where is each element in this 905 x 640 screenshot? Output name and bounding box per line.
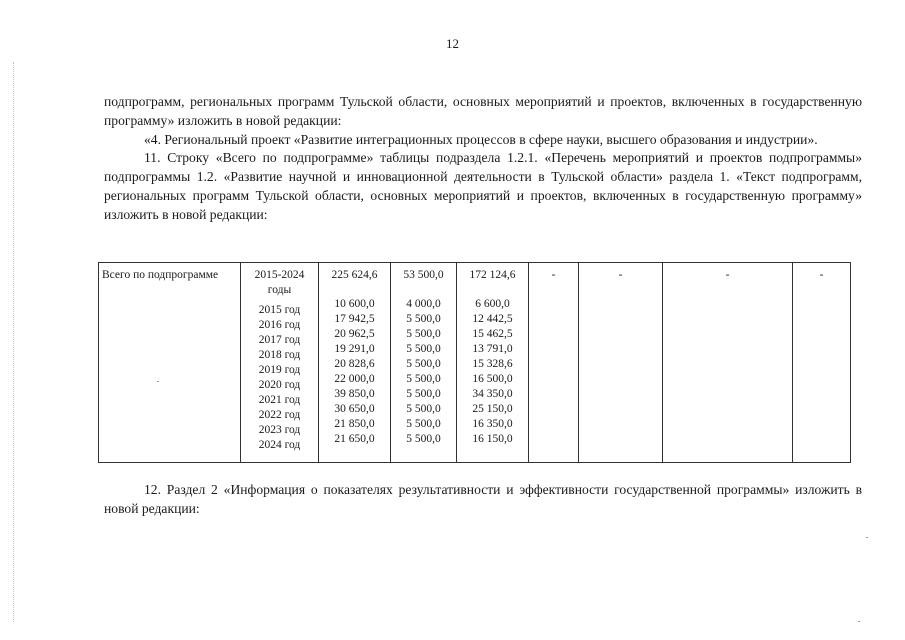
dash-cell (529, 263, 579, 463)
amount-col3-total: 172 124,6 (469, 269, 516, 281)
dash-mark: - (725, 269, 730, 281)
amount-col3-value: 16 150,0 (472, 433, 513, 445)
amount-col2-value: 5 500,0 (406, 358, 441, 370)
year-label: 2017 год (258, 334, 301, 346)
total-amount-value: 22 000,0 (334, 373, 375, 385)
amount-col3-value: 13 791,0 (472, 343, 513, 355)
page-number: 12 (446, 36, 459, 51)
amount-col2-total: 53 500,0 (403, 269, 444, 281)
total-amount-value: 39 850,0 (334, 388, 375, 400)
total-amount-value: 30 650,0 (334, 403, 375, 415)
body-text-bottom (104, 481, 862, 519)
year-label: 2015 год (258, 304, 301, 316)
amount-col3-value: 34 350,0 (472, 388, 513, 400)
amount-col3-value: 15 328,6 (472, 358, 513, 370)
scan-speck (858, 621, 860, 622)
spacer (322, 283, 387, 297)
scan-speck (157, 381, 159, 382)
amount-col3-value: 25 150,0 (472, 403, 513, 415)
budget-table (98, 262, 851, 463)
federal-amount-cell (391, 263, 457, 463)
year-label: 2018 год (258, 349, 301, 361)
amount-col2-value: 5 500,0 (406, 418, 441, 430)
year-label: 2016 год (258, 319, 301, 331)
amount-col3-value: 15 462,5 (472, 328, 513, 340)
total-amount-value: 10 600,0 (334, 298, 375, 310)
spacer (460, 283, 525, 297)
paragraph-continuation: подпрограмм, региональных программ Тульской области, основных мероприятий и проектов, включенных в государственную программу» изложить в новой редакции: (104, 94, 862, 128)
budget-table-body (99, 263, 851, 463)
total-amount-value: 20 828,6 (334, 358, 375, 370)
regional-amount-cell (457, 263, 529, 463)
amount-col2-value: 5 500,0 (406, 388, 441, 400)
total-amount-value: 21 650,0 (334, 433, 375, 445)
year-label: 2021 год (258, 394, 301, 406)
year-label: 2023 год (258, 424, 301, 436)
amount-col2-value: 5 500,0 (406, 313, 441, 325)
total-amount-cell (319, 263, 391, 463)
amount-col3-value: 16 500,0 (472, 373, 513, 385)
row-label-cell (99, 263, 241, 463)
dash-mark: - (819, 269, 824, 281)
paragraph-regional-project: «4. Региональный проект «Развитие интеграционных процессов в сфере науки, высшего образования и индустрии». (144, 131, 818, 147)
year-label: 2022 год (258, 409, 301, 421)
table-row-total (99, 263, 851, 463)
body-text-top (104, 93, 862, 225)
year-label: 2020 год (258, 379, 301, 391)
total-amount-value: 21 850,0 (334, 418, 375, 430)
amount-col3-value: 6 600,0 (475, 298, 510, 310)
paragraph-item-12: 12. Раздел 2 «Информация о показателях результативности и эффективности государственной программы» изложить в новой редакции: (104, 482, 862, 516)
spacer (394, 283, 453, 297)
dash-mark: - (618, 269, 623, 281)
amount-col2-value: 5 500,0 (406, 343, 441, 355)
amount-col2-value: 5 500,0 (406, 373, 441, 385)
binding-margin-dots (13, 62, 16, 622)
amount-col2-value: 5 500,0 (406, 328, 441, 340)
amount-col3-value: 12 442,5 (472, 313, 513, 325)
amount-col2-value: 5 500,0 (406, 403, 441, 415)
total-amount-value: 17 942,5 (334, 313, 375, 325)
amount-col2-value: 4 000,0 (406, 298, 441, 310)
paragraph-item-11: 11. Строку «Всего по подпрограмме» таблицы подраздела 1.2.1. «Перечень мероприятий и проектов подпрограммы» подпрограммы 1.2. «Развитие научной и инновационной деятельности в Тульской области» раздела 1. «Текст подпрограмм, региональных программ Тульской области, основных мероприятий и проектов, включенных в государственную программу» изложить в новой редакции: (104, 150, 862, 222)
year-label: 2019 год (258, 364, 301, 376)
dash-cell (793, 263, 851, 463)
dash-mark: - (551, 269, 556, 281)
year-cell (241, 263, 319, 463)
scan-speck (866, 537, 868, 538)
year-label: 2024 год (258, 439, 301, 451)
dash-cell (663, 263, 793, 463)
amount-col3-value: 16 350,0 (472, 418, 513, 430)
total-amount-value: 19 291,0 (334, 343, 375, 355)
amount-col2-value: 5 500,0 (406, 433, 441, 445)
dash-cell (579, 263, 663, 463)
row-label: Всего по подпрограмме (102, 269, 219, 281)
period-label: 2015-2024 годы (254, 269, 305, 296)
total-amount-total: 225 624,6 (331, 269, 378, 281)
total-amount-value: 20 962,5 (334, 328, 375, 340)
